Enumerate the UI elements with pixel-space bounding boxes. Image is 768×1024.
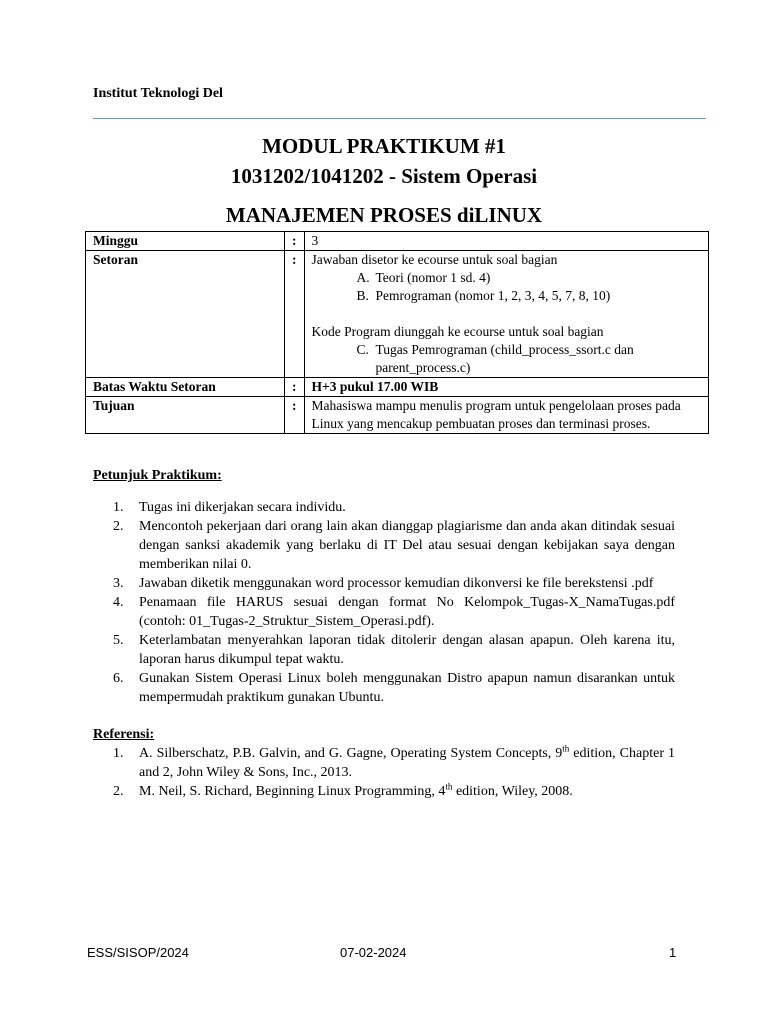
course-title: 1031202/1041202 - Sistem Operasi — [230, 164, 538, 188]
list-item — [93, 744, 675, 782]
ref-text-cont: edition, Wiley, 2008. — [452, 784, 573, 799]
setoran-label: Setoran — [86, 251, 285, 378]
ref-superscript: th — [445, 781, 453, 792]
colon: : — [285, 251, 305, 378]
item-marker: B. — [356, 288, 369, 303]
list-item — [93, 498, 675, 517]
item-number: 6. — [113, 671, 124, 686]
referensi-list — [93, 744, 675, 801]
ref-superscript: th — [562, 743, 570, 754]
list-item — [93, 631, 675, 669]
item-text: Tugas ini dikerjakan secara individu. — [139, 500, 346, 515]
module-title: MODUL PRAKTIKUM #1 — [262, 134, 506, 158]
item-number: 1. — [113, 500, 124, 515]
header-divider — [93, 118, 706, 119]
list-item — [93, 669, 675, 707]
setoran-value — [304, 251, 709, 378]
item-number: 5. — [113, 633, 124, 648]
setoran-item-b — [357, 287, 702, 305]
item-number: 1. — [113, 746, 124, 761]
item-text: Penamaan file HARUS sesuai dengan format No Kelompok_Tugas-X_NamaTugas.pdf (contoh: 01_Tugas-2_Struktur_Sistem_Operasi.pdf). — [139, 595, 675, 629]
row-batas — [86, 378, 709, 397]
row-tujuan — [86, 397, 709, 434]
item-number: 2. — [113, 519, 124, 534]
footer-code: ESS/SISOP/2024 — [87, 945, 189, 960]
item-text: Jawaban diketik menggunakan word processor kemudian dikonversi ke file berekstensi .pdf — [139, 576, 654, 591]
item-number: 4. — [113, 595, 124, 610]
item-number: 2. — [113, 784, 124, 799]
setoran-list-1 — [312, 269, 702, 305]
item-text: Teori (nomor 1 sd. 4) — [375, 270, 491, 285]
colon: : — [285, 232, 305, 251]
list-item — [93, 574, 675, 593]
info-table — [85, 231, 709, 434]
list-item — [93, 782, 675, 801]
item-number: 3. — [113, 576, 124, 591]
item-text: Gunakan Sistem Operasi Linux boleh menggunakan Distro apapun namun disarankan untuk mempermudah praktikum gunakan Ubuntu. — [139, 671, 675, 705]
institution-header: Institut Teknologi Del — [93, 86, 223, 101]
ref-text: A. Silberschatz, P.B. Galvin, and G. Gagne, Operating System Concepts, 9 — [139, 746, 563, 761]
item-marker: A. — [356, 270, 370, 285]
list-item — [93, 593, 675, 631]
setoran-intro-1: Jawaban disetor ke ecourse untuk soal bagian — [311, 252, 558, 267]
petunjuk-title: Petunjuk Praktikum: — [93, 468, 222, 483]
tujuan-value: Mahasiswa mampu menulis program untuk pengelolaan proses pada Linux yang mencakup pembuatan proses dan terminasi proses. — [304, 397, 709, 434]
setoran-item-c — [357, 341, 702, 377]
item-text: Pemrograman (nomor 1, 2, 3, 4, 5, 7, 8, 10) — [375, 288, 611, 303]
item-text: Tugas Pemrograman (child_process_ssort.c dan parent_process.c) — [375, 342, 634, 375]
minggu-value: 3 — [304, 232, 709, 251]
topic-title: MANAJEMEN PROSES diLINUX — [225, 203, 543, 227]
batas-label: Batas Waktu Setoran — [86, 378, 285, 397]
petunjuk-list — [93, 498, 675, 707]
colon: : — [285, 378, 305, 397]
item-text: Mencontoh pekerjaan dari orang lain akan dianggap plagiarisme dan anda akan ditindak sesuai dengan sanksi akademik yang berlaku di IT Del atau sesuai dengan kebijakan saya dengan memberikan nilai 0. — [139, 519, 675, 572]
tujuan-label: Tujuan — [86, 397, 285, 434]
row-setoran — [86, 251, 709, 378]
ref-text-cont: edition, Chapter 1 and 2, John Wiley & Sons, Inc., 2013. — [139, 746, 675, 780]
spacer — [312, 305, 702, 323]
footer-date: 07-02-2024 — [340, 945, 407, 960]
referensi-title: Referensi: — [93, 727, 155, 742]
page-number: 1 — [669, 945, 677, 960]
colon: : — [285, 397, 305, 434]
setoran-item-a — [357, 269, 702, 287]
batas-value: H+3 pukul 17.00 WIB — [304, 378, 709, 397]
ref-text: M. Neil, S. Richard, Beginning Linux Programming, 4 — [139, 784, 446, 799]
item-text: Keterlambatan menyerahkan laporan tidak ditolerir dengan alasan apapun. Oleh karena itu, laporan harus dikumpul tepat waktu. — [139, 633, 675, 667]
row-minggu — [86, 232, 709, 251]
list-item — [93, 517, 675, 574]
minggu-label: Minggu — [86, 232, 285, 251]
setoran-list-2 — [312, 341, 702, 377]
setoran-intro-2: Kode Program diunggah ke ecourse untuk soal bagian — [311, 324, 604, 339]
item-marker: C. — [356, 342, 369, 357]
